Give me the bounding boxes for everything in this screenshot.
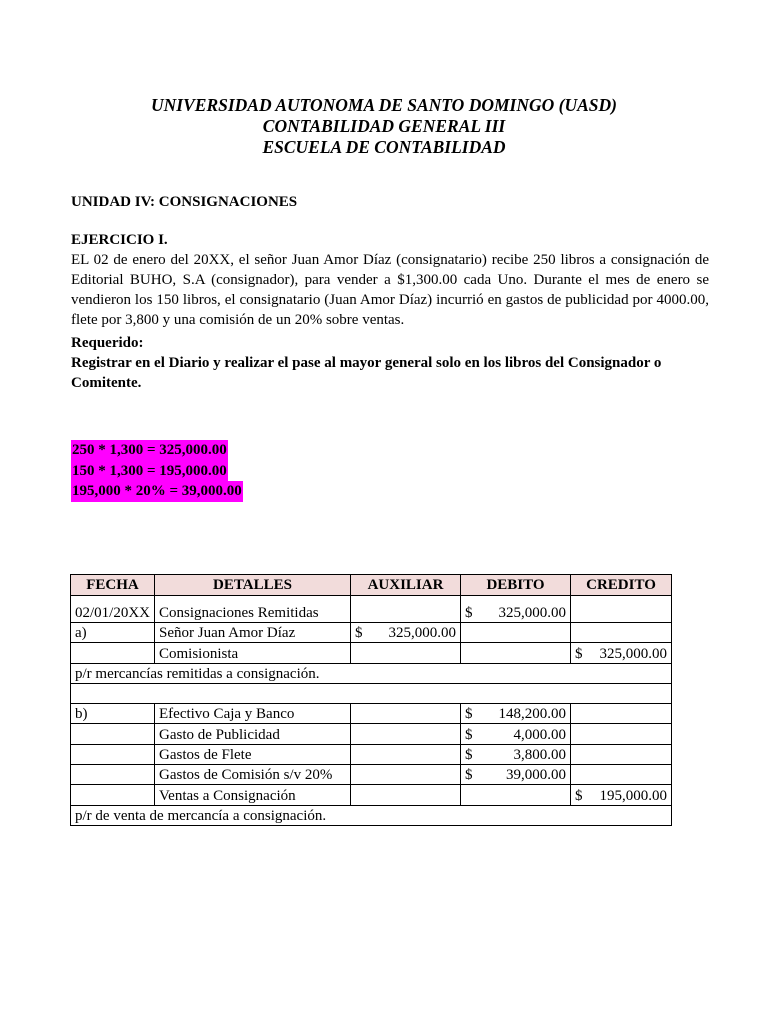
- required-title: Requerido:: [71, 335, 144, 351]
- journal-table: [70, 574, 672, 826]
- cell-credito: [571, 724, 672, 744]
- amount-number: 4,000.00: [513, 726, 566, 743]
- amount-value: [355, 624, 456, 642]
- table-row: [71, 683, 672, 703]
- header-university: UNIVERSIDAD AUTONOMA DE SANTO DOMINGO (UASD): [151, 95, 617, 115]
- header-detalles: DETALLES: [155, 575, 351, 596]
- cell-auxiliar: [351, 785, 461, 805]
- cell-auxiliar: [351, 704, 461, 724]
- cell-fecha: b): [71, 704, 155, 724]
- cell-auxiliar: [351, 596, 461, 623]
- cell-credito: [571, 643, 672, 663]
- exercise-title: EJERCICIO I.: [71, 232, 168, 248]
- currency-symbol: $: [465, 706, 473, 723]
- cell-debito: [461, 704, 571, 724]
- cell-credito: [571, 623, 672, 643]
- table-row: [71, 704, 672, 724]
- amount-number: 325,000.00: [498, 605, 566, 621]
- currency-symbol: $: [575, 645, 583, 662]
- amount-value: [465, 726, 566, 744]
- cell-auxiliar: [351, 643, 461, 663]
- amount-number: 325,000.00: [599, 645, 667, 662]
- cell-auxiliar: [351, 724, 461, 744]
- header-credito: CREDITO: [571, 575, 672, 596]
- amount-value: [575, 787, 667, 805]
- amount-value: [465, 766, 566, 784]
- cell-debito: [461, 643, 571, 663]
- exercise-section: [71, 230, 709, 330]
- currency-symbol: $: [465, 747, 473, 764]
- cell-auxiliar: [351, 744, 461, 764]
- cell-detalle: Gastos de Flete: [155, 744, 351, 764]
- cell-detalle: Ventas a Consignación: [155, 785, 351, 805]
- cell-debito: [461, 724, 571, 744]
- currency-symbol: $: [465, 767, 473, 784]
- cell-detalle: Gastos de Comisión s/v 20%: [155, 765, 351, 785]
- header-fecha: FECHA: [71, 575, 155, 596]
- cell-detalle: Señor Juan Amor Díaz: [155, 623, 351, 643]
- cell-credito: [571, 744, 672, 764]
- header-debito: DEBITO: [461, 575, 571, 596]
- amount-value: [465, 705, 566, 723]
- document-header: [0, 95, 768, 158]
- cell-fecha: [71, 724, 155, 744]
- table-row: [71, 724, 672, 744]
- unit-title: UNIDAD IV: CONSIGNACIONES: [71, 194, 298, 210]
- blank-row: [71, 683, 672, 703]
- header-auxiliar: AUXILIAR: [351, 575, 461, 596]
- cell-fecha: [71, 785, 155, 805]
- cell-detalle: Consignaciones Remitidas: [155, 596, 351, 623]
- journal-body: [71, 596, 672, 826]
- cell-auxiliar: [351, 765, 461, 785]
- cell-debito: [461, 596, 571, 623]
- cell-fecha: a): [71, 623, 155, 643]
- currency-symbol: $: [465, 605, 473, 621]
- required-text: Registrar en el Diario y realizar el pase al mayor general solo en los libros del Consignador o Comitente.: [71, 355, 662, 391]
- cell-detalle: Gasto de Publicidad: [155, 724, 351, 744]
- amount-value: [465, 746, 566, 764]
- header-course: CONTABILIDAD GENERAL III: [262, 116, 506, 136]
- cell-auxiliar: [351, 623, 461, 643]
- cell-credito: [571, 704, 672, 724]
- calc-line: 250 * 1,300 = 325,000.00: [71, 440, 228, 461]
- table-row: [71, 663, 672, 683]
- cell-debito: [461, 765, 571, 785]
- cell-credito: [571, 765, 672, 785]
- cell-detalle: Efectivo Caja y Banco: [155, 704, 351, 724]
- cell-credito: [571, 596, 672, 623]
- exercise-text: EL 02 de enero del 20XX, el señor Juan Amor Díaz (consignatario) recibe 250 libros a consignación de Editorial BUHO, S.A (consignador), para vender a $1,300.00 cada Uno. Durante el mes de enero se vendieron los 150 libros, el consignatario (Juan Amor Díaz) incurrió en gastos de publicidad por 4000.00, flete por 3,800 y una comisión de un 20% sobre ventas.: [71, 252, 709, 328]
- amount-number: 3,800.00: [513, 747, 566, 764]
- table-row: [71, 785, 672, 805]
- table-row: [71, 744, 672, 764]
- calculations: [71, 440, 243, 502]
- cell-fecha: [71, 744, 155, 764]
- table-row: [71, 643, 672, 663]
- row-note: p/r mercancías remitidas a consignación.: [71, 663, 672, 683]
- cell-fecha: [71, 765, 155, 785]
- table-row: [71, 596, 672, 623]
- amount-value: [575, 645, 667, 663]
- calc-line: 150 * 1,300 = 195,000.00: [71, 461, 228, 482]
- amount-number: 325,000.00: [388, 625, 456, 642]
- calc-line: 195,000 * 20% = 39,000.00: [71, 481, 243, 502]
- cell-fecha: 02/01/20XX: [71, 596, 155, 623]
- cell-fecha: [71, 643, 155, 663]
- required-section: [71, 333, 709, 393]
- journal-header-row: [71, 575, 672, 596]
- amount-number: 195,000.00: [599, 787, 667, 804]
- currency-symbol: $: [355, 625, 363, 642]
- row-note: p/r de venta de mercancía a consignación.: [71, 805, 672, 825]
- cell-credito: [571, 785, 672, 805]
- table-row: [71, 623, 672, 643]
- table-row: [71, 765, 672, 785]
- header-school: ESCUELA DE CONTABILIDAD: [262, 137, 506, 157]
- cell-debito: [461, 623, 571, 643]
- cell-debito: [461, 785, 571, 805]
- amount-number: 39,000.00: [506, 767, 566, 784]
- amount-value: [465, 604, 566, 622]
- cell-debito: [461, 744, 571, 764]
- currency-symbol: $: [465, 726, 473, 743]
- currency-symbol: $: [575, 787, 583, 804]
- amount-number: 148,200.00: [498, 706, 566, 723]
- table-row: [71, 805, 672, 825]
- cell-detalle: Comisionista: [155, 643, 351, 663]
